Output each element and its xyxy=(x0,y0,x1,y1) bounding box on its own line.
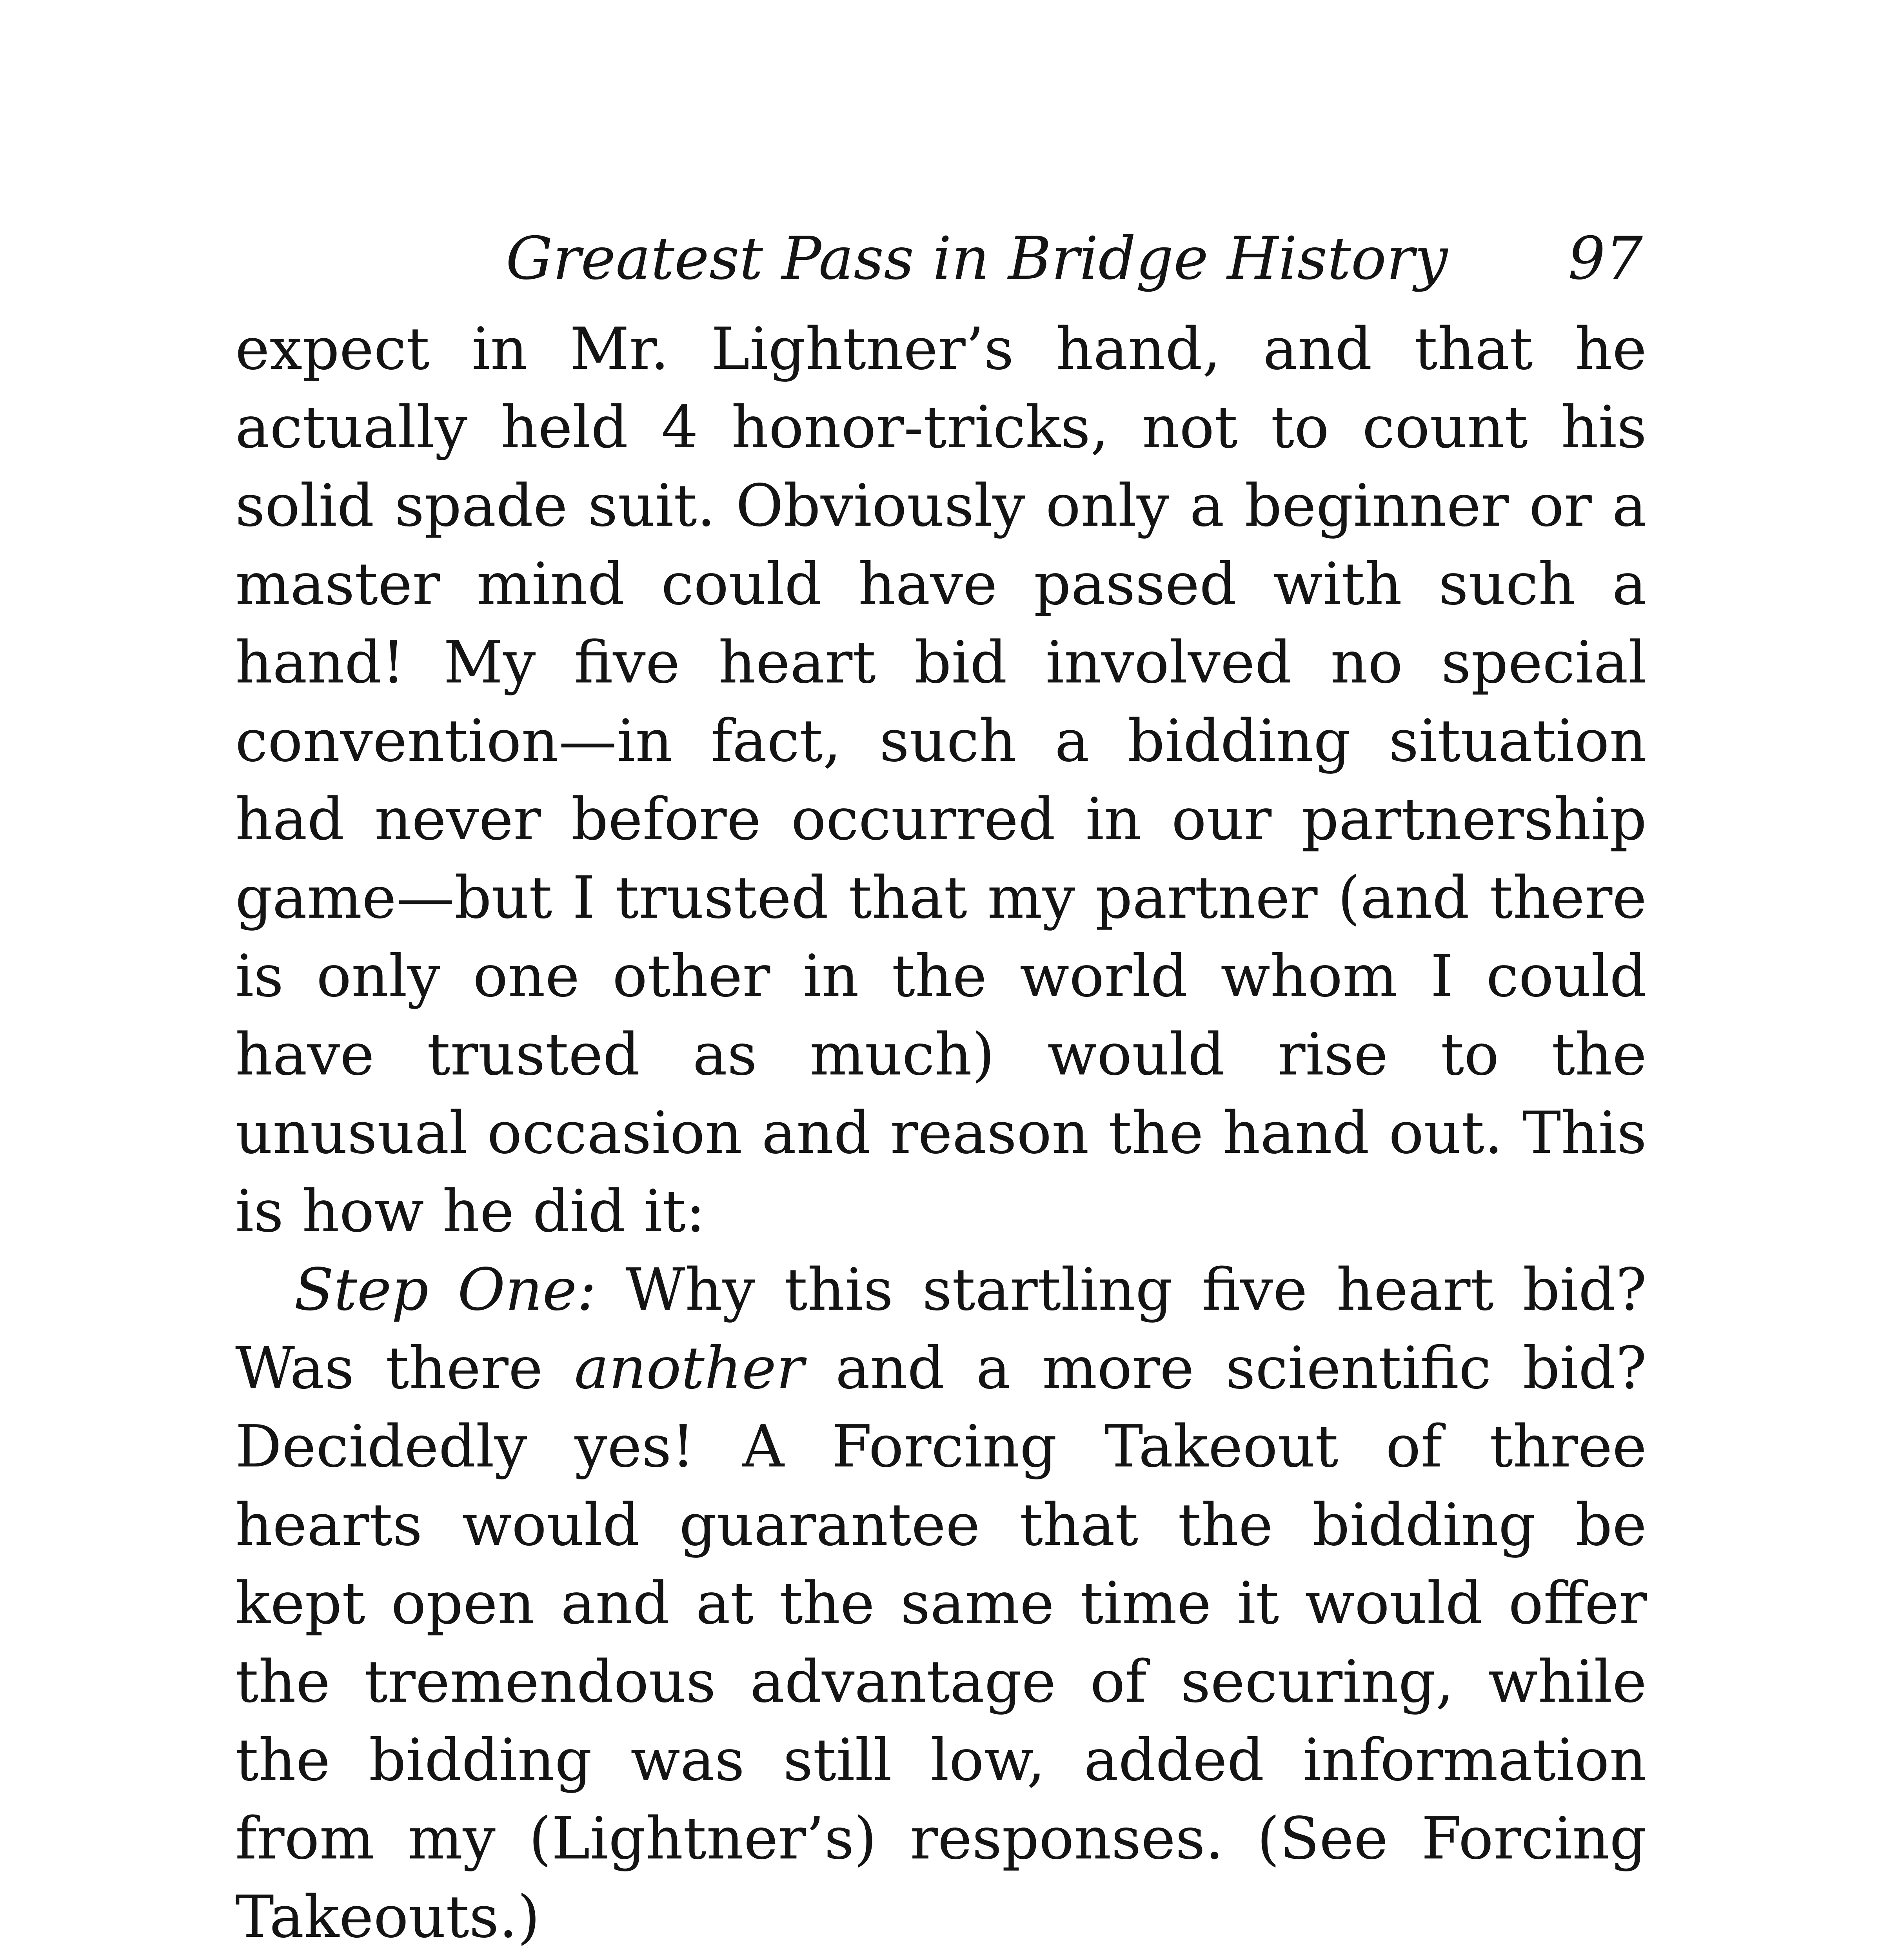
running-head-title: Greatest Pass in Bridge History xyxy=(506,225,1448,293)
step-one-emphasis: another xyxy=(574,1334,804,1402)
paragraph-continuation: expect in Mr. Lightner’s hand, and that he actually held 4 honor-tricks, not to count his solid spade suit. Obviously only a beginner or a master mind could have passed with such a hand! My five heart bid involved no special convention—in fact, such a bidding situation had never before occurred in our partnership game—but I trusted that my partner (and there is only one other in the world whom I could have trusted as much) would rise to the unusual occasion and reason the hand out. This is how he did it: xyxy=(235,315,1647,1245)
step-one-text-b: and a more scientific bid? Decidedly yes! A Forcing Takeout of three hearts would guarantee that the bidding be kept open and at the same time it would offer the tremendous advantage of securing, while the bidding was still low, added information from my (Lightner’s) responses. (See Forcing Takeouts.) xyxy=(235,1334,1647,1951)
step-one-text-a: Why this startling five heart bid? Was there xyxy=(235,1256,1647,1402)
page-body xyxy=(235,310,1647,1960)
paragraph-step-two xyxy=(235,1956,1647,1960)
step-one-label: Step One: xyxy=(294,1256,597,1323)
page-number: 97 xyxy=(1568,225,1643,293)
paragraph-step-one xyxy=(235,1250,1647,1956)
page-header xyxy=(506,220,1643,298)
